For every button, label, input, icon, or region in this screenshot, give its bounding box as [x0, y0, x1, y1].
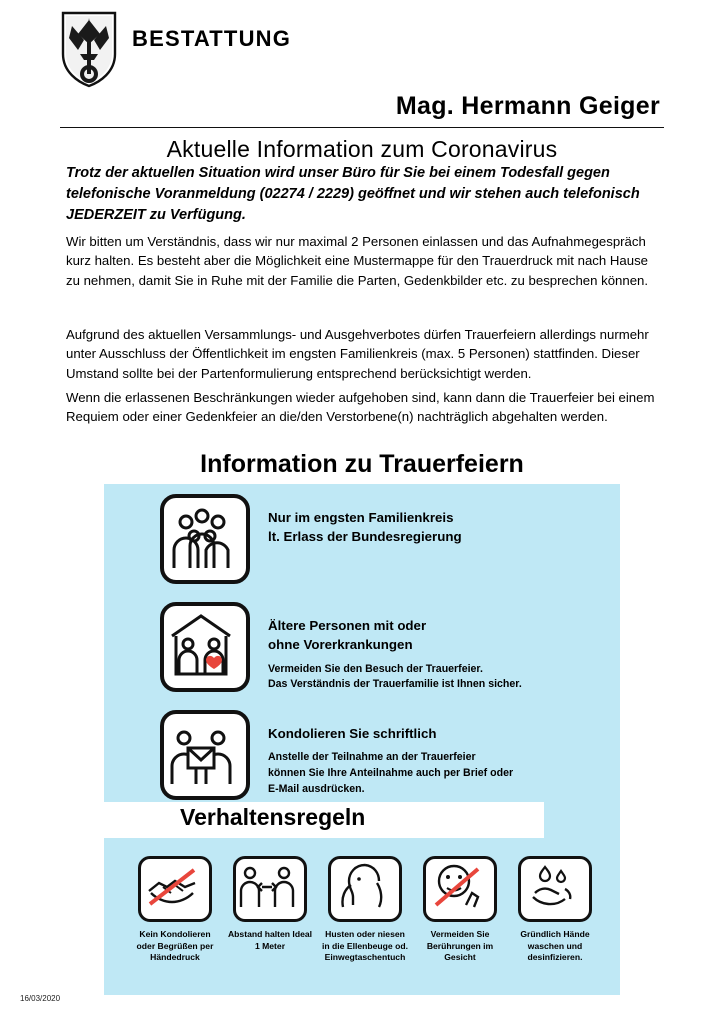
- rule-item-cough: [322, 856, 408, 964]
- rule-item-wash-hands: [512, 856, 598, 964]
- info-sub-line2: Das Verständnis der Trauerfamilie ist Ihnen sicher.: [268, 678, 522, 691]
- no-face-touching-icon: [423, 856, 497, 922]
- info-sub-line3: E-Mail ausdrücken.: [268, 783, 365, 796]
- info-head-line2: lt. Erlass der Bundesregierung: [268, 529, 462, 545]
- wash-hands-icon: [518, 856, 592, 922]
- info-head-line1: Kondolieren Sie schriftlich: [268, 726, 437, 741]
- info-head-line1: Nur im engsten Familienkreis: [268, 510, 454, 525]
- condolence-letter-icon: [160, 710, 250, 800]
- rules-row: [132, 856, 598, 964]
- owner-name: Mag. Hermann Geiger: [395, 92, 660, 120]
- header-divider: [60, 127, 664, 128]
- page-title: Aktuelle Information zum Coronavirus: [166, 136, 558, 162]
- coat-of-arms-icon: [60, 10, 118, 88]
- info-head-line2: ohne Vorerkrankungen: [268, 637, 413, 653]
- rule-caption: Kein Kondolieren oder Begrüßen per Händedruck: [136, 929, 214, 963]
- elderly-at-home-icon: [160, 602, 250, 692]
- paragraph-1: Wir bitten um Verständnis, dass wir nur maximal 2 Personen einlassen und das Aufnahmegespräch kurz halten. Es besteht aber die Möglichkeit eine Mustermappe für den Trauerdruck mit nach Hause zu nehmen, damit Sie in Ruhe mit der Familie die Parten, Gedenkbilder etc. zu besprechen können.: [66, 234, 649, 288]
- info-block-elderly: [160, 602, 522, 693]
- info-block-family: [160, 494, 462, 584]
- info-text-condolence: [268, 710, 513, 798]
- info-sub-line2: können Sie Ihre Anteilnahme auch per Brief oder: [268, 767, 514, 780]
- paragraph-2: Aufgrund des aktuellen Versammlungs- und Ausgehverbotes dürfen Trauerfeiern allerdings nurmehr unter Ausschluss der Öffentlichkeit im engsten Familienkreis (max. 5 Personen) stattfinden. Dieser Umstand sollte bei der Partenformulierung entsprechend berücksichtigt werden.: [66, 327, 649, 381]
- info-sub-line1: Vermeiden Sie den Besuch der Trauerfeier.: [268, 662, 483, 675]
- paragraph-3: Wenn die erlassenen Beschränkungen wieder aufgehoben sind, kann dann die Trauerfeier bei einem Requiem oder einer Gedenkfeier an die/den Verstorbene(n) nachträglich abgehalten werden.: [66, 390, 655, 425]
- keep-distance-icon: [233, 856, 307, 922]
- brand-row: [60, 10, 664, 88]
- info-text-elderly: [268, 602, 522, 693]
- info-sub-line1: Anstelle der Teilnahme an der Trauerfeier: [268, 751, 476, 764]
- lead-paragraph: Trotz der aktuellen Situation wird unser Büro für Sie bei einem Todesfall gegen telefonische Voranmeldung (02274 / 2229) geöffnet und wir stehen auch telefonisch JEDERZEIT zu Verfügung.: [66, 165, 640, 224]
- family-group-icon: [160, 494, 250, 584]
- info-text-family: [268, 494, 462, 547]
- brand-name: BESTATTUNG: [132, 26, 292, 51]
- rule-caption: Gründlich Hände waschen und desinfizieren.: [520, 929, 590, 963]
- section-heading-trauerfeiern: Information zu Trauerfeiern: [200, 450, 524, 478]
- rule-caption: Husten oder niesen in die Ellenbeuge od. Einwegtaschentuch: [322, 929, 408, 963]
- info-block-condolence: [160, 710, 513, 800]
- rule-caption: Abstand halten Ideal 1 Meter: [227, 929, 313, 951]
- rule-item-distance: [227, 856, 313, 964]
- rule-item-no-face-touch: [417, 856, 503, 964]
- rule-item-no-handshake: [132, 856, 218, 964]
- no-handshake-icon: [138, 856, 212, 922]
- cough-into-elbow-icon: [328, 856, 402, 922]
- date-stamp: 16/03/2020: [20, 994, 61, 1003]
- rule-caption: Vermeiden Sie Berührungen im Gesicht: [426, 929, 494, 963]
- info-head-line1: Ältere Personen mit oder: [268, 618, 427, 633]
- section-heading-verhaltensregeln: Verhaltensregeln: [180, 804, 366, 830]
- document-header: [60, 10, 664, 163]
- info-panel: [104, 484, 620, 995]
